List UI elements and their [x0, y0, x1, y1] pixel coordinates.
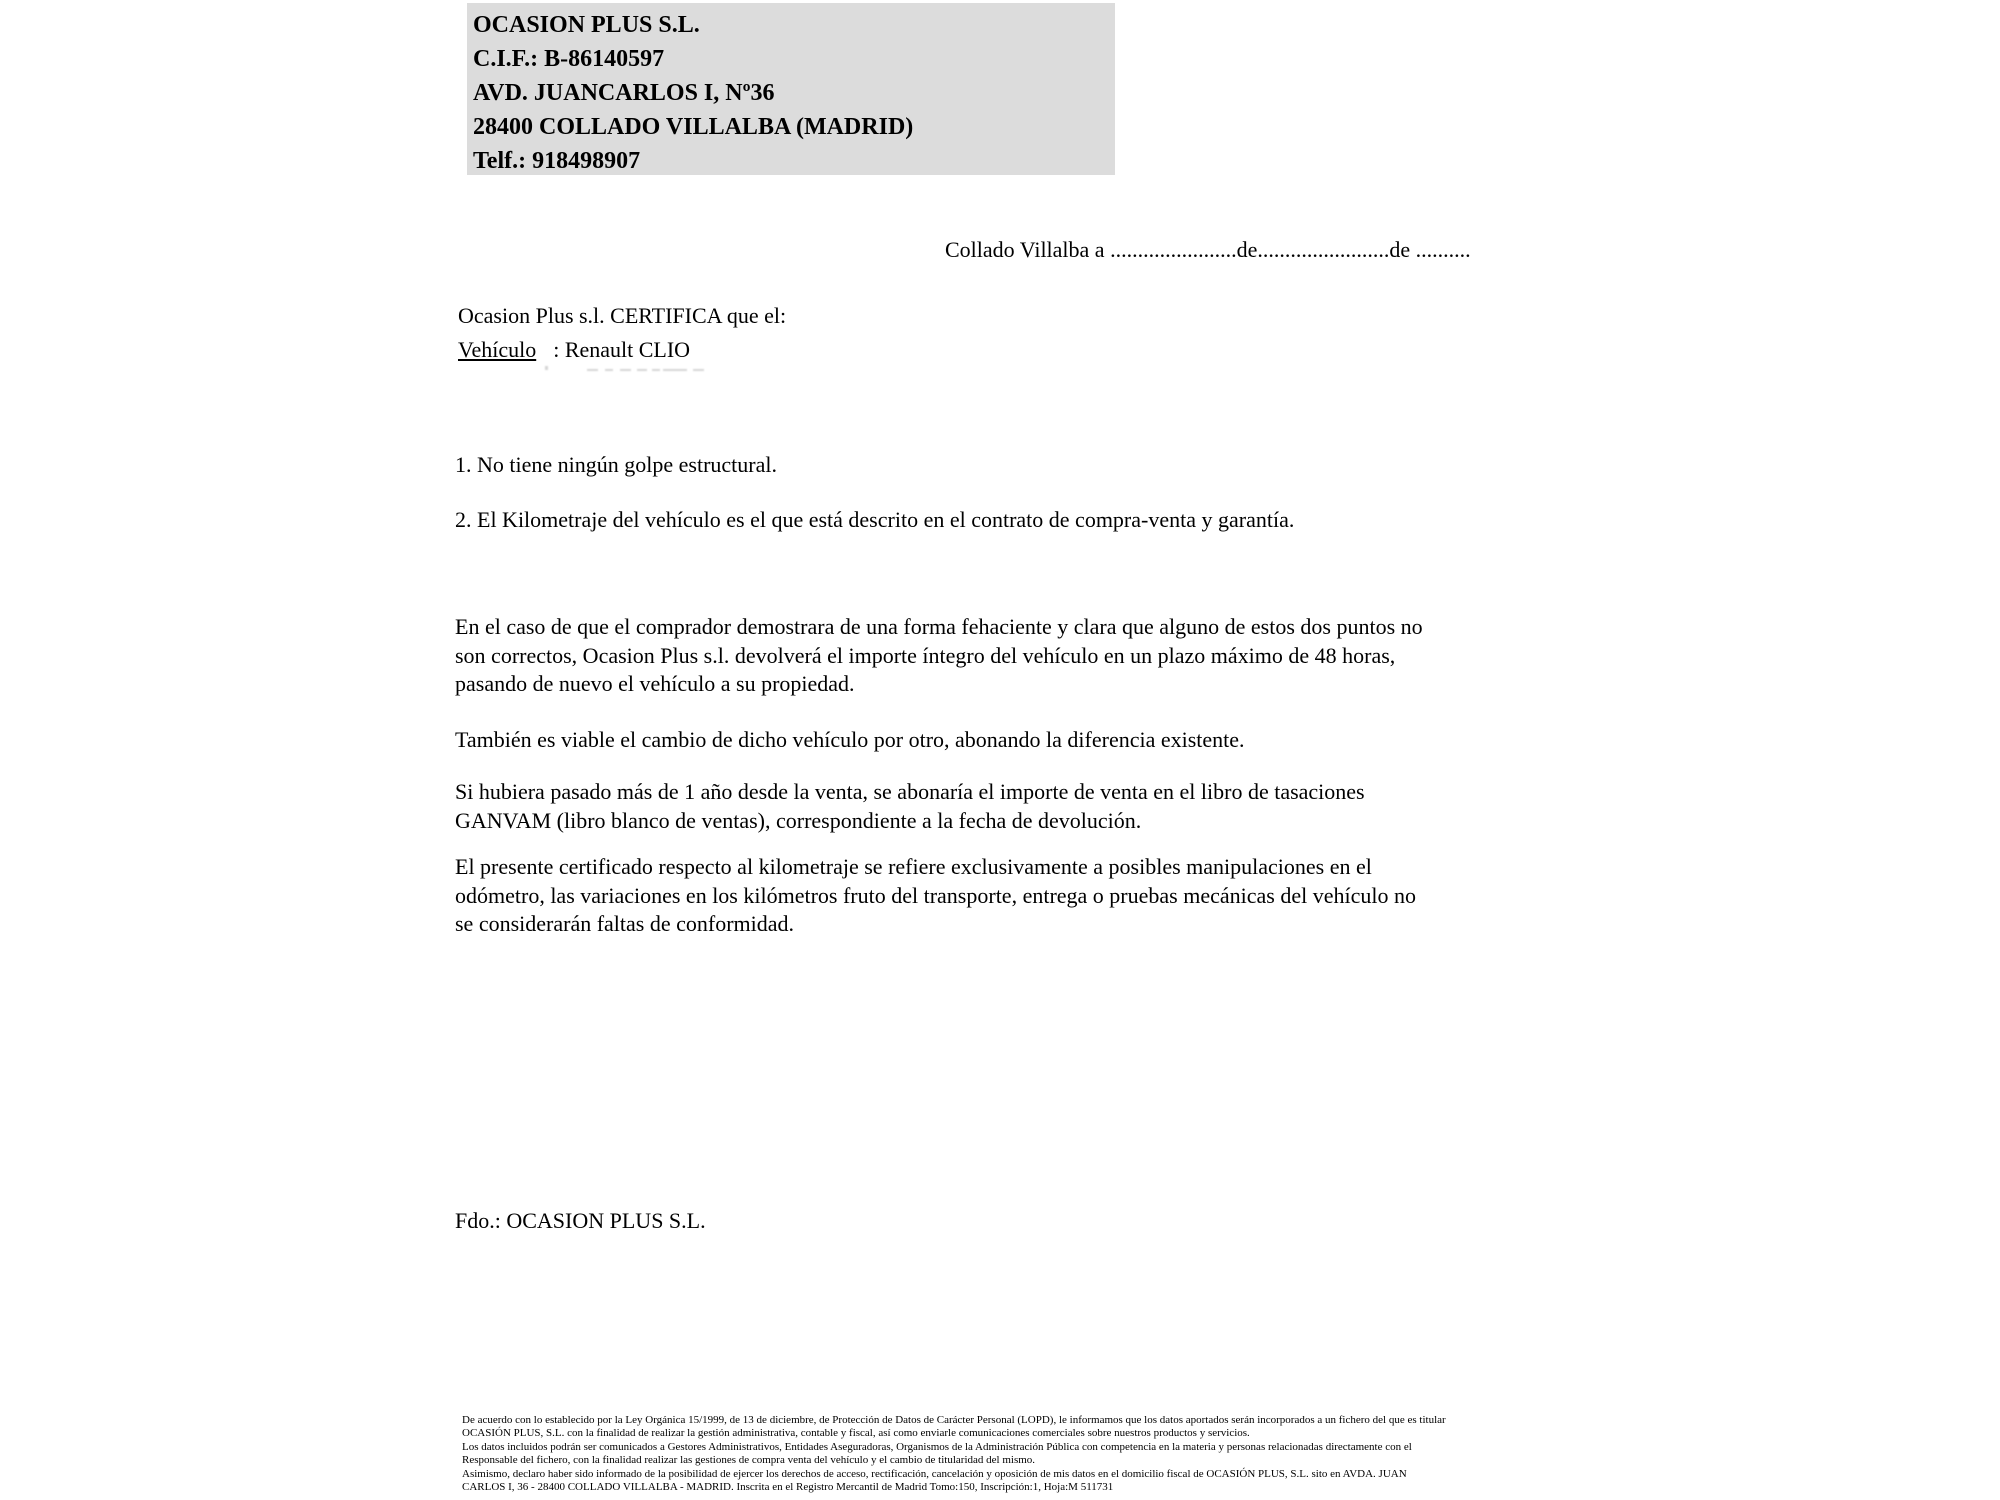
paragraph-line: GANVAM (libro blanco de ventas), correspondiente a la fecha de devolución. — [455, 807, 1142, 833]
paragraph-line: odómetro, las variaciones en los kilómetros fruto del transporte, entrega o pruebas mecánicas del vehículo no — [455, 882, 1416, 908]
footer-line: Los datos incluidos podrán ser comunicados a Gestores Administrativos, Entidades Aseguradoras, Organismos de la Administración Pública con competencia en la materia y personas relacionadas directamente con el — [462, 1440, 1412, 1453]
signature-line: Fdo.: OCASION PLUS S.L. — [455, 1208, 706, 1233]
paragraph-exchange — [455, 726, 1245, 755]
footer-line: CARLOS I, 36 - 28400 COLLADO VILLALBA - MADRID. Inscrita en el Registro Mercantil de Madrid Tomo:150, Inscripción:1, Hoja:M 511731 — [462, 1481, 1114, 1494]
vehicle-value: : Renault CLIO — [553, 337, 691, 362]
certify-intro: Ocasion Plus s.l. CERTIFICA que el: — [458, 303, 787, 328]
paragraph-ganvam — [455, 778, 1365, 835]
company-phone: Telf.: 918498907 — [473, 148, 641, 174]
company-header-box — [467, 3, 1115, 175]
paragraph-refund — [455, 613, 1423, 699]
footer-line: OCASIÓN PLUS, S.L. con la finalidad de realizar la gestión administrativa, contable y fiscal, así como enviarle comunicaciones comerciales sobre nuestros productos y servicios. — [462, 1427, 1250, 1440]
vehicle-label: Vehículo — [458, 337, 537, 362]
legal-footer — [462, 1414, 1446, 1494]
paragraph-line: También es viable el cambio de dicho vehículo por otro, abonando la diferencia existente. — [455, 727, 1245, 752]
company-name: OCASION PLUS S.L. — [473, 12, 700, 38]
paragraph-odometer — [455, 853, 1416, 939]
vehicle-line — [458, 337, 690, 363]
paragraph-line: Si hubiera pasado más de 1 año desde la venta, se abonaría el importe de venta en el libro de tasaciones — [455, 779, 1365, 804]
company-address: AVD. JUANCARLOS I, Nº36 — [473, 80, 775, 106]
paragraph-line: En el caso de que el comprador demostrara de una forma fehaciente y clara que alguno de estos dos puntos no — [455, 614, 1423, 639]
footer-line: De acuerdo con lo establecido por la Ley Orgánica 15/1999, de 13 de diciembre, de Protección de Datos de Carácter Personal (LOPD), le informamos que los datos aportados serán incorporados a un fichero del que es titular — [462, 1414, 1446, 1426]
paragraph-line: son correctos, Ocasion Plus s.l. devolverá el importe íntegro del vehículo en un plazo máximo de 48 horas, — [455, 642, 1396, 668]
erased-text-remnant — [545, 366, 715, 374]
paragraph-line: El presente certificado respecto al kilometraje se refiere exclusivamente a posibles manipulaciones en el — [455, 854, 1372, 879]
certify-point-1: 1. No tiene ningún golpe estructural. — [455, 452, 777, 477]
paragraph-line: pasando de nuevo el vehículo a su propiedad. — [455, 671, 855, 696]
certify-point-2: 2. El Kilometraje del vehículo es el que está descrito en el contrato de compra-venta y garantía. — [455, 507, 1295, 532]
paragraph-line: se considerarán faltas de conformidad. — [455, 911, 795, 936]
company-cif: C.I.F.: B-86140597 — [473, 46, 665, 72]
footer-line: Asimismo, declaro haber sido informado de la posibilidad de ejercer los derechos de acceso, rectificación, cancelación y oposición de mis datos en el domicilio fiscal de OCASIÓN PLUS, S.L. sito en AVDA. JUAN — [462, 1467, 1407, 1480]
date-line: Collado Villalba a .......................de........................de .......... — [945, 237, 1471, 262]
company-city: 28400 COLLADO VILLALBA (MADRID) — [473, 114, 914, 140]
footer-line: Responsable del fichero, con la finalidad realizar las gestiones de compra venta del vehículo y el cambio de titularidad del mismo. — [462, 1454, 1036, 1467]
